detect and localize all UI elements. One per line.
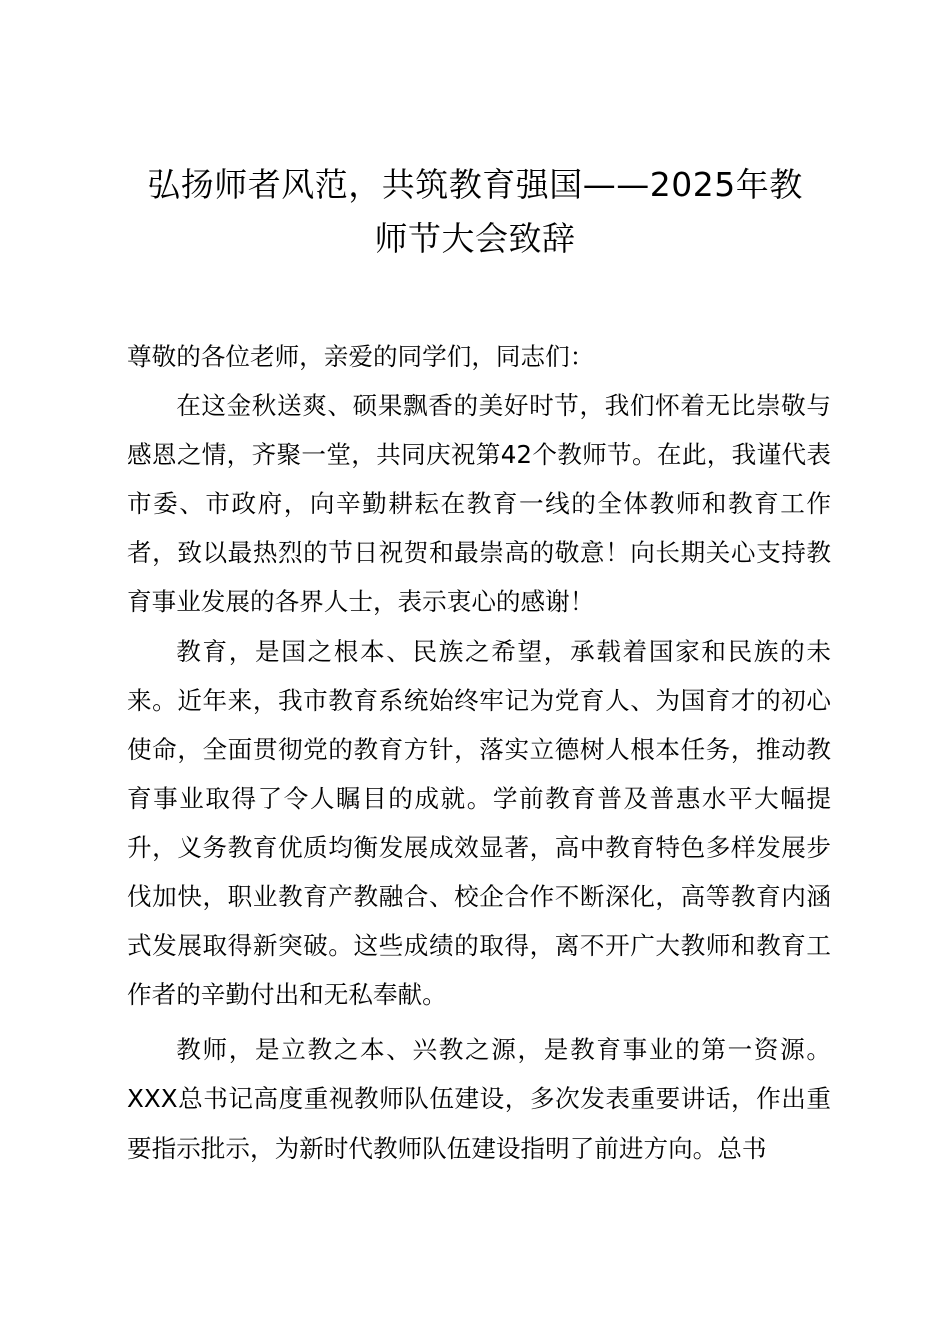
title-line-2: 师节大会致辞: [374, 219, 576, 258]
title-line-1: 弘扬师者风范，共筑教育强国——2025年教: [147, 165, 803, 204]
paragraph-2: 教育，是国之根本、民族之希望，承载着国家和民族的未来。近年来，我市教育系统始终牢记为党育人、为国育才的初心使命，全面贯彻党的教育方针，落实立德树人根本任务，推动教育事业取得了令人瞩目的成就。学前教育普及普惠水平大幅提升，义务教育优质均衡发展成效显著，高中教育特色多样发展步伐加快，职业教育产教融合、校企合作不断深化，高等教育内涵式发展取得新突破。这些成绩的取得，离不开广大教师和教育工作者的辛勤付出和无私奉献。: [127, 636, 831, 1010]
document-body: [127, 332, 831, 1173]
salutation: 尊敬的各位老师，亲爱的同学们，同志们：: [127, 342, 595, 371]
paragraph-3: 教师，是立教之本、兴教之源，是教育事业的第一资源。XXX总书记高度重视教师队伍建设，多次发表重要讲话，作出重要指示批示，为新时代教师队伍建设指明了前进方向。总书: [127, 1035, 831, 1163]
paragraph-1: 在这金秋送爽、硕果飘香的美好时节，我们怀着无比崇敬与感恩之情，齐聚一堂，共同庆祝第42个教师节。在此，我谨代表市委、市政府，向辛勤耕耘在教育一线的全体教师和教育工作者，致以最热烈的节日祝贺和最崇高的敬意！向长期关心支持教育事业发展的各界人士，表示衷心的感谢！: [127, 391, 831, 617]
document-title: [110, 158, 840, 266]
